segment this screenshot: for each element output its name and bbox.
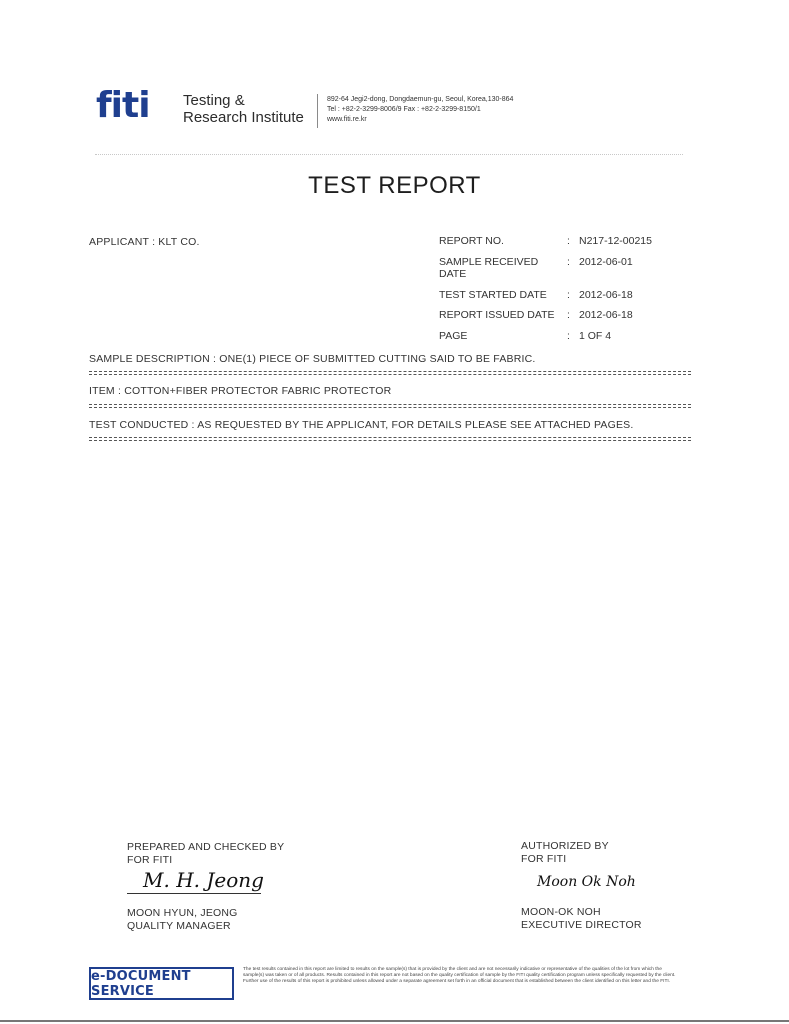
section-divider: [89, 404, 691, 408]
institute-line-1: Testing &: [183, 92, 245, 109]
header-divider: [95, 154, 683, 155]
report-issued-sep: :: [567, 309, 570, 321]
sample-received-label: SAMPLE RECEIVED DATE: [439, 255, 539, 280]
page-value: 1 OF 4: [579, 329, 612, 342]
sample-description: SAMPLE DESCRIPTION : ONE(1) PIECE OF SUBMITTED CUTTING SAID TO BE FABRIC.: [89, 353, 536, 365]
page-label: PAGE: [439, 329, 468, 342]
website-link[interactable]: www.fiti.re.kr: [327, 116, 367, 123]
fiti-logo: fiti: [96, 85, 150, 126]
applicant: APPLICANT : KLT CO.: [89, 236, 200, 248]
prepared-by-signature: M. H. Jeong: [143, 868, 264, 892]
authorized-by-block: [521, 840, 609, 866]
test-conducted: TEST CONDUCTED : AS REQUESTED BY THE APPLICANT, FOR DETAILS PLEASE SEE ATTACHED PAGES.: [89, 419, 634, 431]
test-started-sep: :: [567, 288, 570, 301]
authorized-by-heading: AUTHORIZED BY: [521, 840, 609, 852]
prepared-by-heading: PREPARED AND CHECKED BY: [127, 841, 285, 853]
header-address: [327, 95, 513, 125]
address-line-2: Tel : +82-2-3299-8006/9 Fax : +82-2-3299-8150/1: [327, 106, 481, 113]
prepared-by-identity: [127, 907, 238, 933]
authorized-by-identity: [521, 906, 642, 932]
sample-received-sep: :: [567, 255, 570, 268]
section-divider: [89, 437, 691, 441]
report-issued-value: 2012-06-18: [579, 309, 633, 321]
institute-line-2: Research Institute: [183, 109, 304, 126]
report-no-sep: :: [567, 235, 570, 247]
report-info-table: [439, 235, 652, 342]
section-divider: [89, 371, 691, 375]
prepared-by-role: QUALITY MANAGER: [127, 920, 231, 932]
test-started-label: TEST STARTED DATE: [439, 288, 547, 301]
signature-line: [127, 893, 261, 894]
item-description: ITEM : COTTON+FIBER PROTECTOR FABRIC PROTECTOR: [89, 385, 392, 397]
page-sep: :: [567, 329, 570, 342]
page-bottom-rule: [0, 1020, 789, 1022]
disclaimer-text: The test results contained in this report are limited to results on the sample(s) that is provided by the client and are not necessarily indicative or representative of the qualities of the lot from which the sample(s) was taken or of all products. Results contained in this report are not based on the quality certification of sample by the FITI quality certification program unless specifically requested by the client. Further use of the results of this report is prohibited unless allowed under a separate agreement set forth in an official document that is established between the client identified on this letter and the FITI.: [243, 967, 676, 984]
prepared-by-block: [127, 841, 284, 867]
sample-received-value: 2012-06-01: [579, 255, 633, 268]
authorized-by-name: MOON-OK NOH: [521, 906, 601, 918]
prepared-by-name: MOON HYUN, JEONG: [127, 907, 238, 919]
authorized-by-org: FOR FITI: [521, 853, 567, 865]
e-document-service-button[interactable]: e-DOCUMENT SERVICE: [89, 967, 234, 1000]
prepared-by-org: FOR FITI: [127, 854, 173, 866]
page-title: TEST REPORT: [308, 172, 481, 199]
report-issued-label: REPORT ISSUED DATE: [439, 309, 555, 321]
authorized-by-signature: Moon Ok Noh: [537, 874, 636, 890]
test-started-value: 2012-06-18: [579, 288, 633, 301]
authorized-by-role: EXECUTIVE DIRECTOR: [521, 919, 642, 931]
header-separator: [317, 94, 318, 128]
report-no-value: N217-12-00215: [579, 235, 652, 247]
institute-name: [183, 92, 304, 126]
report-no-label: REPORT NO.: [439, 235, 504, 247]
address-line-1: 892-64 Jegi2-dong, Dongdaemun-gu, Seoul, Korea,130-864: [327, 96, 514, 103]
